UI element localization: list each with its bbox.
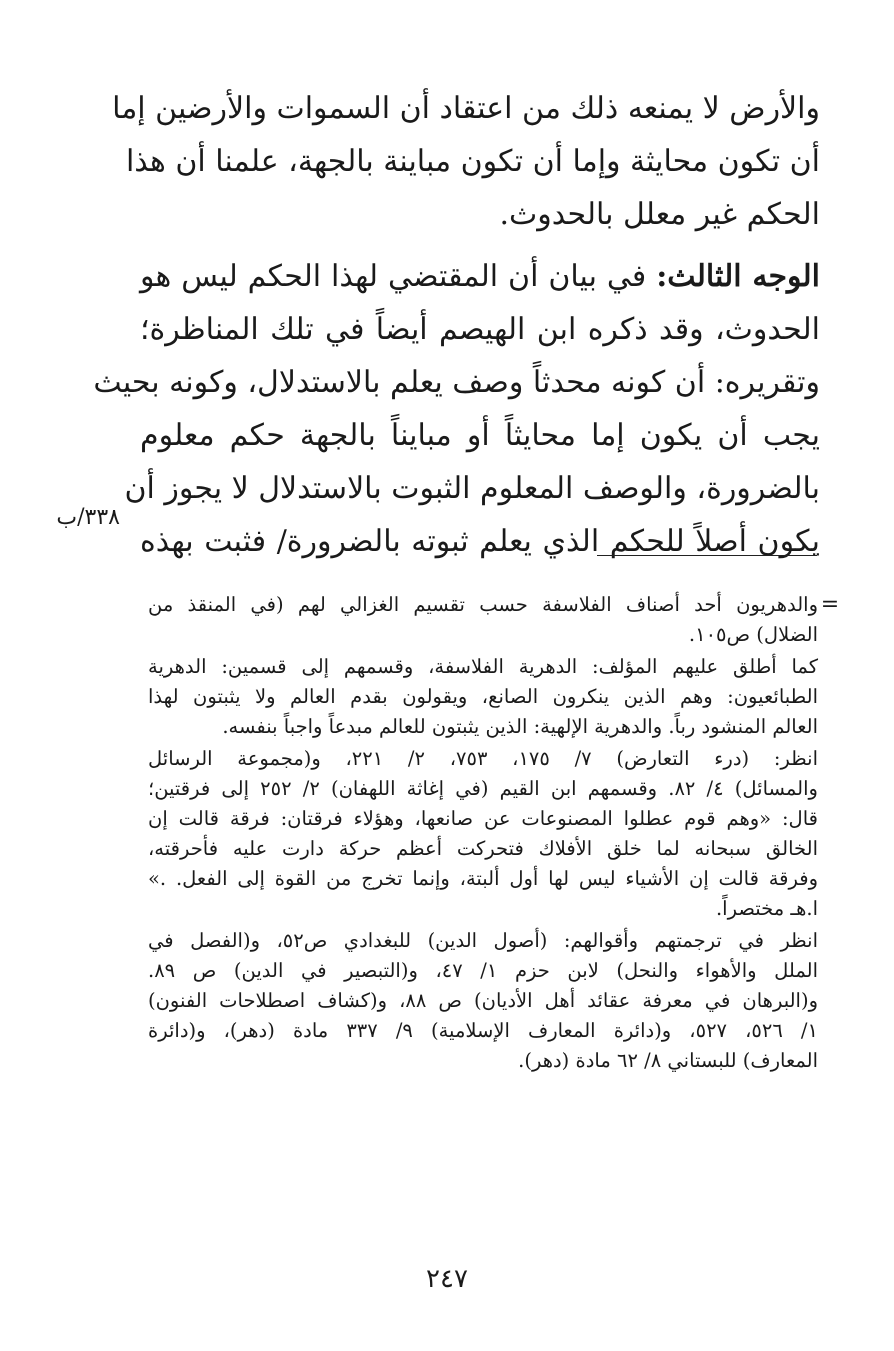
text-line: يجب أن يكون إما محايثاً أو مبايناً بالجهة حكم معلوم [140,418,820,453]
page-number: ٢٤٧ [426,1264,468,1294]
text-line: والأرض لا يمنعه ذلك من اعتقاد أن السموات والأرضين إما [112,91,820,126]
footnote-line: المعارف) للبستاني ٨/ ٦٢ مادة (دهر). [518,1049,818,1072]
footnote-continuation-marker: = [820,592,840,617]
footnote-line: انظر: (درء التعارض) ٧/ ١٧٥، ٧٥٣، ٢/ ٢٢١، و(مجموعة الرسائل [148,747,818,770]
footnote-line: قال: «وهم قوم عطلوا المصنوعات عن صانعها، وهؤلاء فرقتان: فرقة قالت إن [148,807,818,830]
footnote-line: العالم المنشود رباً. والدهرية الإلهية: الذين يثبتون للعالم مبدعاً واجباً بنفسه. [222,715,818,738]
footnote-line: و(البرهان في معرفة عقائد أهل الأديان) ص ٨٨، و(كشاف اصطلاحات الفنون) [148,989,818,1012]
footnote-line: والمسائل) ٤/ ٨٢. وقسمهم ابن القيم (في إغاثة اللهفان) ٢/ ٢٥٢ إلى فرقتين؛ [148,777,818,800]
footnote-line: ا.هـ مختصراً. [715,897,818,920]
text-line: يكون أصلاً للحكم الذي يعلم ثبوته بالضرورة/ فثبت بهذه [140,524,820,559]
main-text [93,82,821,568]
manuscript-folio-note: ٣٣٨/ب [56,505,120,530]
text-line: بالضرورة، والوصف المعلوم الثبوت بالاستدلال لا يجوز أن [124,471,820,506]
footnote-paragraph [148,652,818,742]
footnote-separator [597,555,817,556]
footnote-line: الخالق سبحانه لما خلق الأفلاك فتحركت أعظم حركة دارت عليه فأحرقته، [148,837,818,860]
footnote-paragraph [148,926,818,1076]
text-line [140,250,820,303]
paragraph-2 [93,250,821,568]
paragraph-1 [112,82,820,241]
text-line: الحدوث، وقد ذكره ابن الهيصم أيضاً في تلك المناظرة؛ [140,312,820,347]
text-line: وتقريره: أن كونه محدثاً وصف يعلم بالاستدلال، وكونه بحيث [93,365,820,400]
section-heading: الوجه الثالث: [656,259,821,294]
footnote-paragraph [148,744,818,924]
text-line: أن تكون محايثة وإما أن تكون مباينة بالجهة، علمنا أن هذا [125,144,820,179]
footnote-line: انظر في ترجمتهم وأقوالهم: (أصول الدين) للبغدادي ص٥٢، و(الفصل في [148,929,818,952]
footnote-line: الطبائعيون: وهم الذين ينكرون الصانع، ويقولون بقدم العالم ولا يثبتون لهذا [148,685,818,708]
footnote-line: وفرقة قالت إن الأشياء ليس لها أول ألبتة، وإنما تخرج من القوة إلى الفعل. .» [148,867,818,890]
footnote-line: ١/ ٥٢٦، ٥٢٧، و(دائرة المعارف الإسلامية) ٩/ ٣٣٧ مادة (دهر)، و(دائرة [148,1019,818,1042]
footnote-line: الملل والأهواء والنحل) لابن حزم ١/ ٤٧، و(التبصير في الدين) ص ٨٩. [148,959,818,982]
text-line: الحكم غير معلل بالحدوث. [499,197,820,232]
text-run: في بيان أن المقتضي لهذا الحكم ليس هو [140,259,657,294]
footnote-paragraph [148,590,818,650]
footnote-line: والدهريون أحد أصناف الفلاسفة حسب تقسيم الغزالي لهم (في المنقذ من [148,593,818,616]
footnote-line: الضلال) ص١٠٥. [688,623,818,646]
footnote-line: كما أطلق عليهم المؤلف: الدهرية الفلاسفة، وقسمهم إلى قسمين: الدهرية [148,655,818,678]
footnotes [148,590,818,1078]
